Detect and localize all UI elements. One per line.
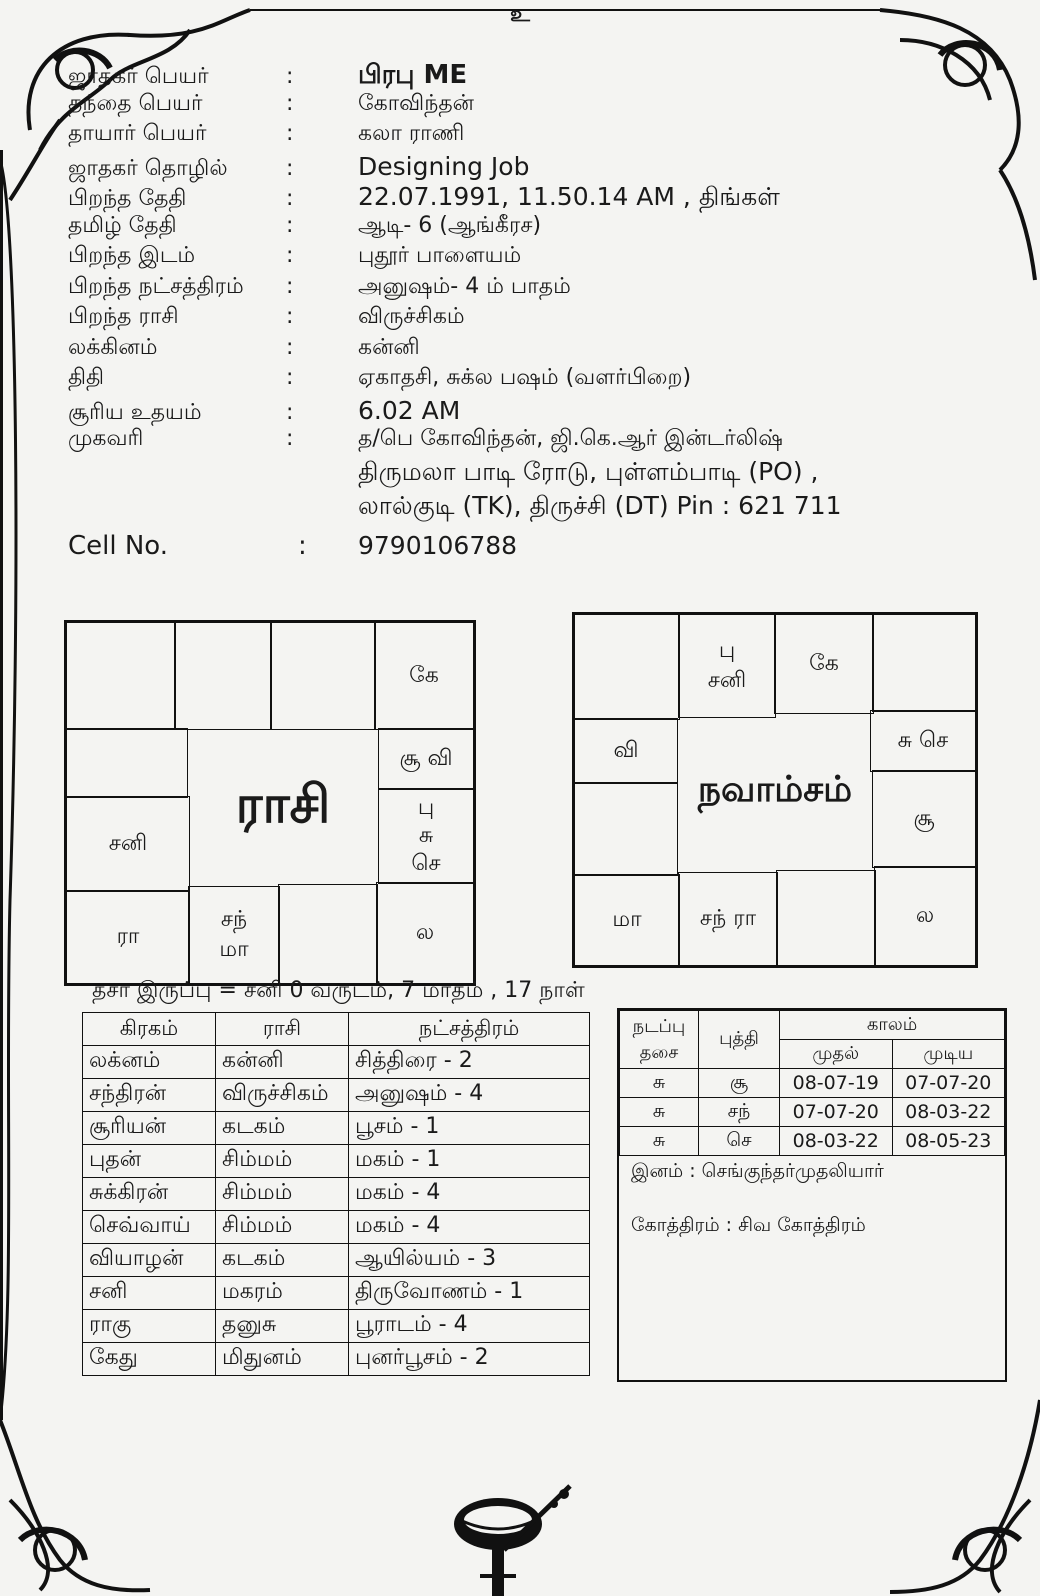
rasi-cell: சிம்மம்: [216, 1211, 349, 1244]
navamsa-house: [574, 782, 678, 876]
rasi-house: [66, 890, 190, 984]
dasa-cell: சு: [620, 1098, 699, 1127]
info-value: புதூர் பாளையம்: [358, 243, 522, 268]
rasi-cell: கன்னி: [216, 1046, 349, 1079]
house-text: சந் ரா: [699, 906, 757, 931]
navamsa-house: [574, 614, 680, 720]
rasi-cell: சிம்மம்: [216, 1145, 349, 1178]
info-colon: :: [286, 243, 294, 268]
planet-cell: சூரியன்: [83, 1112, 216, 1145]
rasi-cell: தனுசு: [216, 1310, 349, 1343]
navamsa-house: [678, 872, 778, 966]
star-cell: மகம் - 4: [349, 1178, 590, 1211]
info-label: பிறந்த நட்சத்திரம்: [68, 273, 244, 299]
house-text: ல: [415, 920, 435, 945]
to-header: முடிய: [892, 1040, 1005, 1069]
bhukti-cell: சூ: [699, 1069, 780, 1098]
rasi-house: [66, 728, 188, 798]
rasi-chart-title: ராசி: [235, 774, 331, 835]
info-row: [68, 182, 968, 213]
planet-cell: வியாழன்: [83, 1244, 216, 1277]
house-text: ல: [915, 903, 935, 928]
house-text: சனி: [707, 668, 747, 693]
info-colon: :: [286, 121, 294, 146]
info-row: [68, 365, 968, 396]
bhukti-cell: சந்: [699, 1098, 780, 1127]
table-row: [83, 1046, 590, 1079]
to-date-cell: 08-05-23: [892, 1127, 1005, 1156]
house-text: சூ வி: [399, 746, 453, 771]
house-text: சனி: [108, 831, 148, 856]
house-text: சு: [418, 823, 434, 848]
address-line: லால்குடி (TK), திருச்சி (DT) Pin : 621 711: [358, 490, 842, 520]
star-cell: சித்திரை - 2: [349, 1046, 590, 1079]
cell-row: [68, 531, 968, 561]
info-colon: :: [286, 155, 294, 181]
rasi-house: [66, 796, 190, 892]
rasi-cell: கடகம்: [216, 1244, 349, 1277]
info-label: தாயார் பெயர்: [68, 121, 207, 146]
planet-cell: கேது: [83, 1343, 216, 1376]
navamsa-house: [872, 770, 976, 868]
rasi-cell: கடகம்: [216, 1112, 349, 1145]
from-date-cell: 08-07-19: [780, 1069, 893, 1098]
navamsa-house: [870, 710, 976, 772]
rasi-cell: சிம்மம்: [216, 1178, 349, 1211]
rasi-house: [376, 882, 474, 984]
planet-cell: லக்னம்: [83, 1046, 216, 1079]
dasa-period-box: [617, 1008, 1007, 1382]
rasi-cell: மகரம்: [216, 1277, 349, 1310]
info-row: [68, 426, 968, 457]
house-text: ரா: [116, 924, 140, 949]
table-row: [83, 1079, 590, 1112]
house-text: மா: [612, 907, 642, 932]
info-value: விருச்சிகம்: [358, 304, 465, 329]
navamsa-house: [776, 870, 876, 966]
info-value: த/பெ கோவிந்தன், ஜி.கெ.ஆர் இன்டர்லிஷ்: [358, 426, 783, 451]
table-row: [620, 1127, 1005, 1156]
table-row: [620, 1069, 1005, 1098]
info-label: தந்தை பெயர்: [68, 90, 203, 116]
info-value: அனுஷம்- 4 ம் பாதம்: [358, 273, 571, 299]
info-colon: :: [286, 186, 294, 211]
navamsa-house: [872, 614, 976, 712]
star-cell: மகம் - 1: [349, 1145, 590, 1178]
info-row: [68, 304, 968, 335]
dasa-cell: சு: [620, 1127, 699, 1156]
info-row: [68, 91, 968, 122]
rasi-house: [378, 728, 474, 790]
navamsa-house: [574, 874, 680, 966]
rasi-house: [278, 884, 378, 984]
table-header-row: [83, 1013, 590, 1046]
house-text: கே: [409, 663, 439, 688]
rasi-house: [66, 622, 176, 730]
rasi-house: [174, 622, 272, 730]
info-row: [68, 335, 968, 366]
page-mark: உ: [510, 2, 530, 27]
cell-value: 9790106788: [358, 530, 518, 560]
rasi-house: [374, 622, 474, 730]
current-dasa-header: [620, 1011, 699, 1069]
info-label: லக்கினம்: [68, 334, 158, 360]
house-text: வி: [613, 738, 639, 763]
header-text: நடப்பு: [632, 1015, 686, 1037]
house-text: சந்: [220, 907, 248, 932]
info-value: Designing Job: [358, 151, 530, 181]
from-date-cell: 08-03-22: [780, 1127, 893, 1156]
star-cell: மகம் - 4: [349, 1211, 590, 1244]
navamsa-chart-title: நவாம்சம்: [697, 769, 853, 810]
info-label: பிறந்த தேதி: [68, 186, 187, 211]
navamsa-house: [678, 614, 776, 718]
house-text: சு செ: [897, 728, 949, 753]
house-text: செ: [411, 851, 441, 876]
column-header: ராசி: [216, 1013, 349, 1046]
community-note: இனம் : செங்குந்தர்முதலியார்: [631, 1160, 884, 1182]
info-colon: :: [286, 64, 294, 89]
info-label: முகவரி: [68, 426, 144, 451]
address-line: திருமலா பாடி ரோடு, புள்ளம்பாடி (PO) ,: [358, 456, 819, 486]
planet-cell: சுக்கிரன்: [83, 1178, 216, 1211]
info-label: ஜாதகர் தொழில்: [68, 155, 228, 181]
info-colon: :: [286, 212, 294, 238]
personal-details: [68, 60, 968, 561]
star-cell: பூசம் - 1: [349, 1112, 590, 1145]
navamsa-house: [874, 866, 976, 966]
info-value: பிரபு ME: [358, 60, 468, 90]
period-header: காலம்: [780, 1011, 1005, 1040]
table-row: [83, 1310, 590, 1343]
cell-colon: :: [298, 530, 307, 561]
planet-cell: சந்திரன்: [83, 1079, 216, 1112]
planet-cell: புதன்: [83, 1145, 216, 1178]
planet-position-table: [82, 1012, 590, 1376]
house-text: பு: [417, 795, 435, 820]
info-label: தமிழ் தேதி: [68, 212, 177, 238]
dasa-balance: தசா இருப்பு = சனி 0 வருடம், 7 மாதம் , 17 நாள்: [92, 978, 585, 1003]
rasi-house: [270, 622, 376, 730]
bhukti-header: புத்தி: [699, 1011, 780, 1069]
info-colon: :: [286, 90, 294, 116]
info-colon: :: [286, 399, 294, 425]
rasi-cell: மிதுனம்: [216, 1343, 349, 1376]
rasi-cell: விருச்சிகம்: [216, 1079, 349, 1112]
planet-cell: ராகு: [83, 1310, 216, 1343]
cell-label: Cell No.: [68, 530, 169, 561]
house-text: சூ: [913, 806, 935, 831]
info-label: திதி: [68, 365, 105, 390]
dasa-period-table: [619, 1010, 1005, 1156]
info-value: கலா ராணி: [358, 121, 465, 146]
from-date-cell: 07-07-20: [780, 1098, 893, 1127]
info-row: [68, 121, 968, 152]
house-text: பு: [718, 638, 736, 663]
table-header-row: [620, 1011, 1005, 1040]
info-colon: :: [286, 365, 294, 390]
star-cell: அனுஷம் - 4: [349, 1079, 590, 1112]
info-colon: :: [286, 273, 294, 299]
info-label: ஜாதகர் பெயர்: [68, 64, 209, 89]
info-label: சூரிய உதயம்: [68, 399, 202, 425]
planet-cell: சனி: [83, 1277, 216, 1310]
star-cell: புனர்பூசம் - 2: [349, 1343, 590, 1376]
table-row: [83, 1178, 590, 1211]
table-row: [83, 1343, 590, 1376]
info-row: [68, 274, 968, 305]
column-header: நட்சத்திரம்: [349, 1013, 590, 1046]
info-row: [68, 213, 968, 244]
info-value: 6.02 AM: [358, 395, 461, 425]
dasa-cell: சு: [620, 1069, 699, 1098]
info-value: ஆடி- 6 (ஆங்கீரச): [358, 212, 542, 238]
house-text: மா: [219, 937, 249, 962]
to-date-cell: 08-03-22: [892, 1098, 1005, 1127]
info-value: ஏகாதசி, சுக்ல பஷம் (வளர்பிறை): [358, 365, 692, 390]
table-row: [83, 1145, 590, 1178]
info-label: பிறந்த இடம்: [68, 243, 196, 268]
info-colon: :: [286, 304, 294, 329]
info-row: [68, 243, 968, 274]
table-row: [83, 1277, 590, 1310]
info-colon: :: [286, 426, 294, 451]
info-row: [68, 396, 968, 427]
rasi-house: [188, 886, 280, 984]
star-cell: ஆயில்யம் - 3: [349, 1244, 590, 1277]
rasi-house: [378, 788, 474, 884]
navamsa-house: [574, 718, 678, 784]
from-header: முதல்: [780, 1040, 893, 1069]
rasi-chart: [64, 620, 476, 986]
table-row: [83, 1211, 590, 1244]
navamsa-house: [774, 614, 874, 714]
bhukti-cell: செ: [699, 1127, 780, 1156]
info-value: கன்னி: [358, 334, 420, 360]
gotra-note: கோத்திரம் : சிவ கோத்திரம்: [631, 1214, 866, 1236]
info-value: கோவிந்தன்: [358, 90, 474, 116]
house-text: கே: [809, 651, 839, 676]
to-date-cell: 07-07-20: [892, 1069, 1005, 1098]
star-cell: திருவோணம் - 1: [349, 1277, 590, 1310]
planet-cell: செவ்வாய்: [83, 1211, 216, 1244]
star-cell: பூராடம் - 4: [349, 1310, 590, 1343]
header-text: தசை: [639, 1041, 679, 1063]
info-row: [68, 152, 968, 183]
table-row: [83, 1112, 590, 1145]
info-label: பிறந்த ராசி: [68, 304, 179, 329]
table-row: [620, 1098, 1005, 1127]
info-colon: :: [286, 334, 294, 360]
info-row: [68, 60, 968, 91]
veena-instrument-icon: [440, 1480, 600, 1596]
info-value: 22.07.1991, 11.50.14 AM , திங்கள்: [358, 182, 780, 211]
table-row: [83, 1244, 590, 1277]
navamsa-chart: [572, 612, 978, 968]
column-header: கிரகம்: [83, 1013, 216, 1046]
